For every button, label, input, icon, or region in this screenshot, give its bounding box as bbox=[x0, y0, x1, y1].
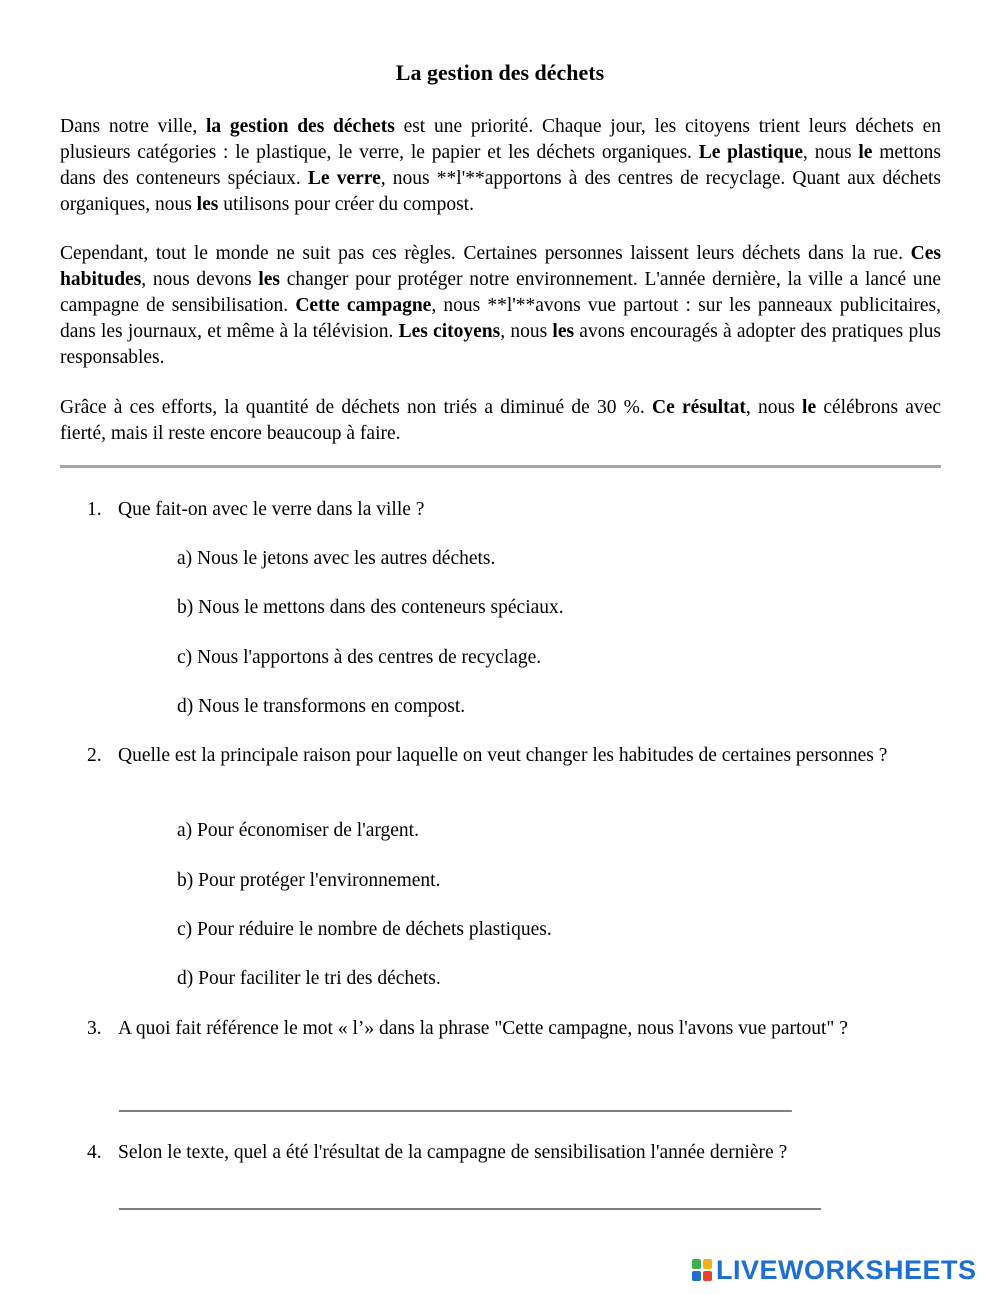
question-2-option-d[interactable]: d) Pour faciliter le tri des déchets. bbox=[177, 968, 441, 989]
bold-phrase: le bbox=[858, 142, 873, 163]
liveworksheets-wordmark: LIVEWORKSHEETS bbox=[716, 1254, 977, 1285]
bold-phrase: Cette campagne bbox=[295, 295, 432, 316]
question-number: 1. bbox=[87, 499, 102, 520]
question-1-option-c[interactable]: c) Nous l'apportons à des centres de recyclage. bbox=[177, 647, 542, 668]
question-number: 2. bbox=[87, 745, 102, 766]
question-number: 4. bbox=[87, 1142, 102, 1163]
logo-square bbox=[692, 1271, 701, 1281]
paragraph-1: Dans notre ville, la gestion des déchets est une priorité. Chaque jour, les citoyens trient leurs déchets en plusieurs catégories : le plastique, le verre, le papier et les déchets organiques. Le plastique, nous le mettons dans des conteneurs spéciaux. Le verre, nous **l'**apportons à des centres de recyclage. Quant aux déchets organiques, nous les utilisons pour créer du compost. bbox=[60, 116, 942, 215]
bold-phrase: Le plastique bbox=[698, 142, 804, 163]
divider bbox=[60, 465, 941, 468]
question-1 bbox=[60, 497, 941, 523]
logo-square bbox=[692, 1259, 701, 1269]
bold-phrase: Ce résultat bbox=[652, 397, 746, 418]
question-4-answer-line[interactable]: ________________________________________________________________________ bbox=[119, 1191, 821, 1212]
bold-phrase: Le verre bbox=[307, 168, 381, 189]
question-text: Quelle est la principale raison pour laquelle on veut changer les habitudes de certaines personnes ? bbox=[118, 745, 888, 766]
liveworksheets-logo bbox=[692, 1256, 977, 1284]
question-3-answer-line[interactable]: _____________________________________________________________________ bbox=[119, 1093, 792, 1114]
logo-square bbox=[703, 1259, 712, 1269]
paragraph-3: Grâce à ces efforts, la quantité de déchets non triés a diminué de 30 %. Ce résultat, nous le célébrons avec fierté, mais il reste encore beaucoup à faire. bbox=[60, 397, 941, 444]
worksheet-title: La gestion des déchets bbox=[395, 60, 605, 85]
question-2-option-c[interactable]: c) Pour réduire le nombre de déchets plastiques. bbox=[177, 919, 552, 940]
logo-square bbox=[703, 1271, 712, 1281]
bold-phrase: les bbox=[196, 194, 219, 215]
question-text: Que fait-on avec le verre dans la ville ? bbox=[118, 499, 425, 520]
paragraph-2: Cependant, tout le monde ne suit pas ces règles. Certaines personnes laissent leurs déchets dans la rue. Ces habitudes, nous devons les changer pour protéger notre environnement. L'année dernière, la ville a lancé une campagne de sensibilisation. Cette campagne, nous **l'**avons vue partout : sur les panneaux publicitaires, dans les journaux, et même à la télévision. Les citoyens, nous les avons encouragés à adopter des pratiques plus responsables. bbox=[60, 243, 942, 368]
liveworksheets-logo-icon bbox=[692, 1259, 712, 1281]
question-1-option-d[interactable]: d) Nous le transformons en compost. bbox=[177, 696, 466, 717]
bold-phrase: le bbox=[802, 397, 817, 418]
question-3 bbox=[60, 1016, 941, 1042]
question-number: 3. bbox=[87, 1018, 102, 1039]
question-text: A quoi fait référence le mot « l’» dans la phrase "Cette campagne, nous l'avons vue partout" ? bbox=[118, 1018, 848, 1039]
question-4 bbox=[60, 1140, 941, 1166]
bold-phrase: la gestion des déchets bbox=[205, 116, 395, 137]
question-2 bbox=[60, 743, 941, 769]
bold-phrase: les bbox=[258, 269, 281, 290]
question-1-option-a[interactable]: a) Nous le jetons avec les autres déchets. bbox=[177, 548, 496, 569]
bold-phrase: Ces habitudes bbox=[60, 243, 941, 290]
question-2-option-a[interactable]: a) Pour économiser de l'argent. bbox=[177, 820, 419, 841]
bold-phrase: les bbox=[552, 321, 575, 342]
question-2-option-b[interactable]: b) Pour protéger l'environnement. bbox=[177, 870, 441, 891]
question-text: Selon le texte, quel a été l'résultat de la campagne de sensibilisation l'année dernière ? bbox=[118, 1142, 788, 1163]
bold-phrase: Les citoyens bbox=[398, 321, 501, 342]
question-1-option-b[interactable]: b) Nous le mettons dans des conteneurs spéciaux. bbox=[177, 597, 564, 618]
